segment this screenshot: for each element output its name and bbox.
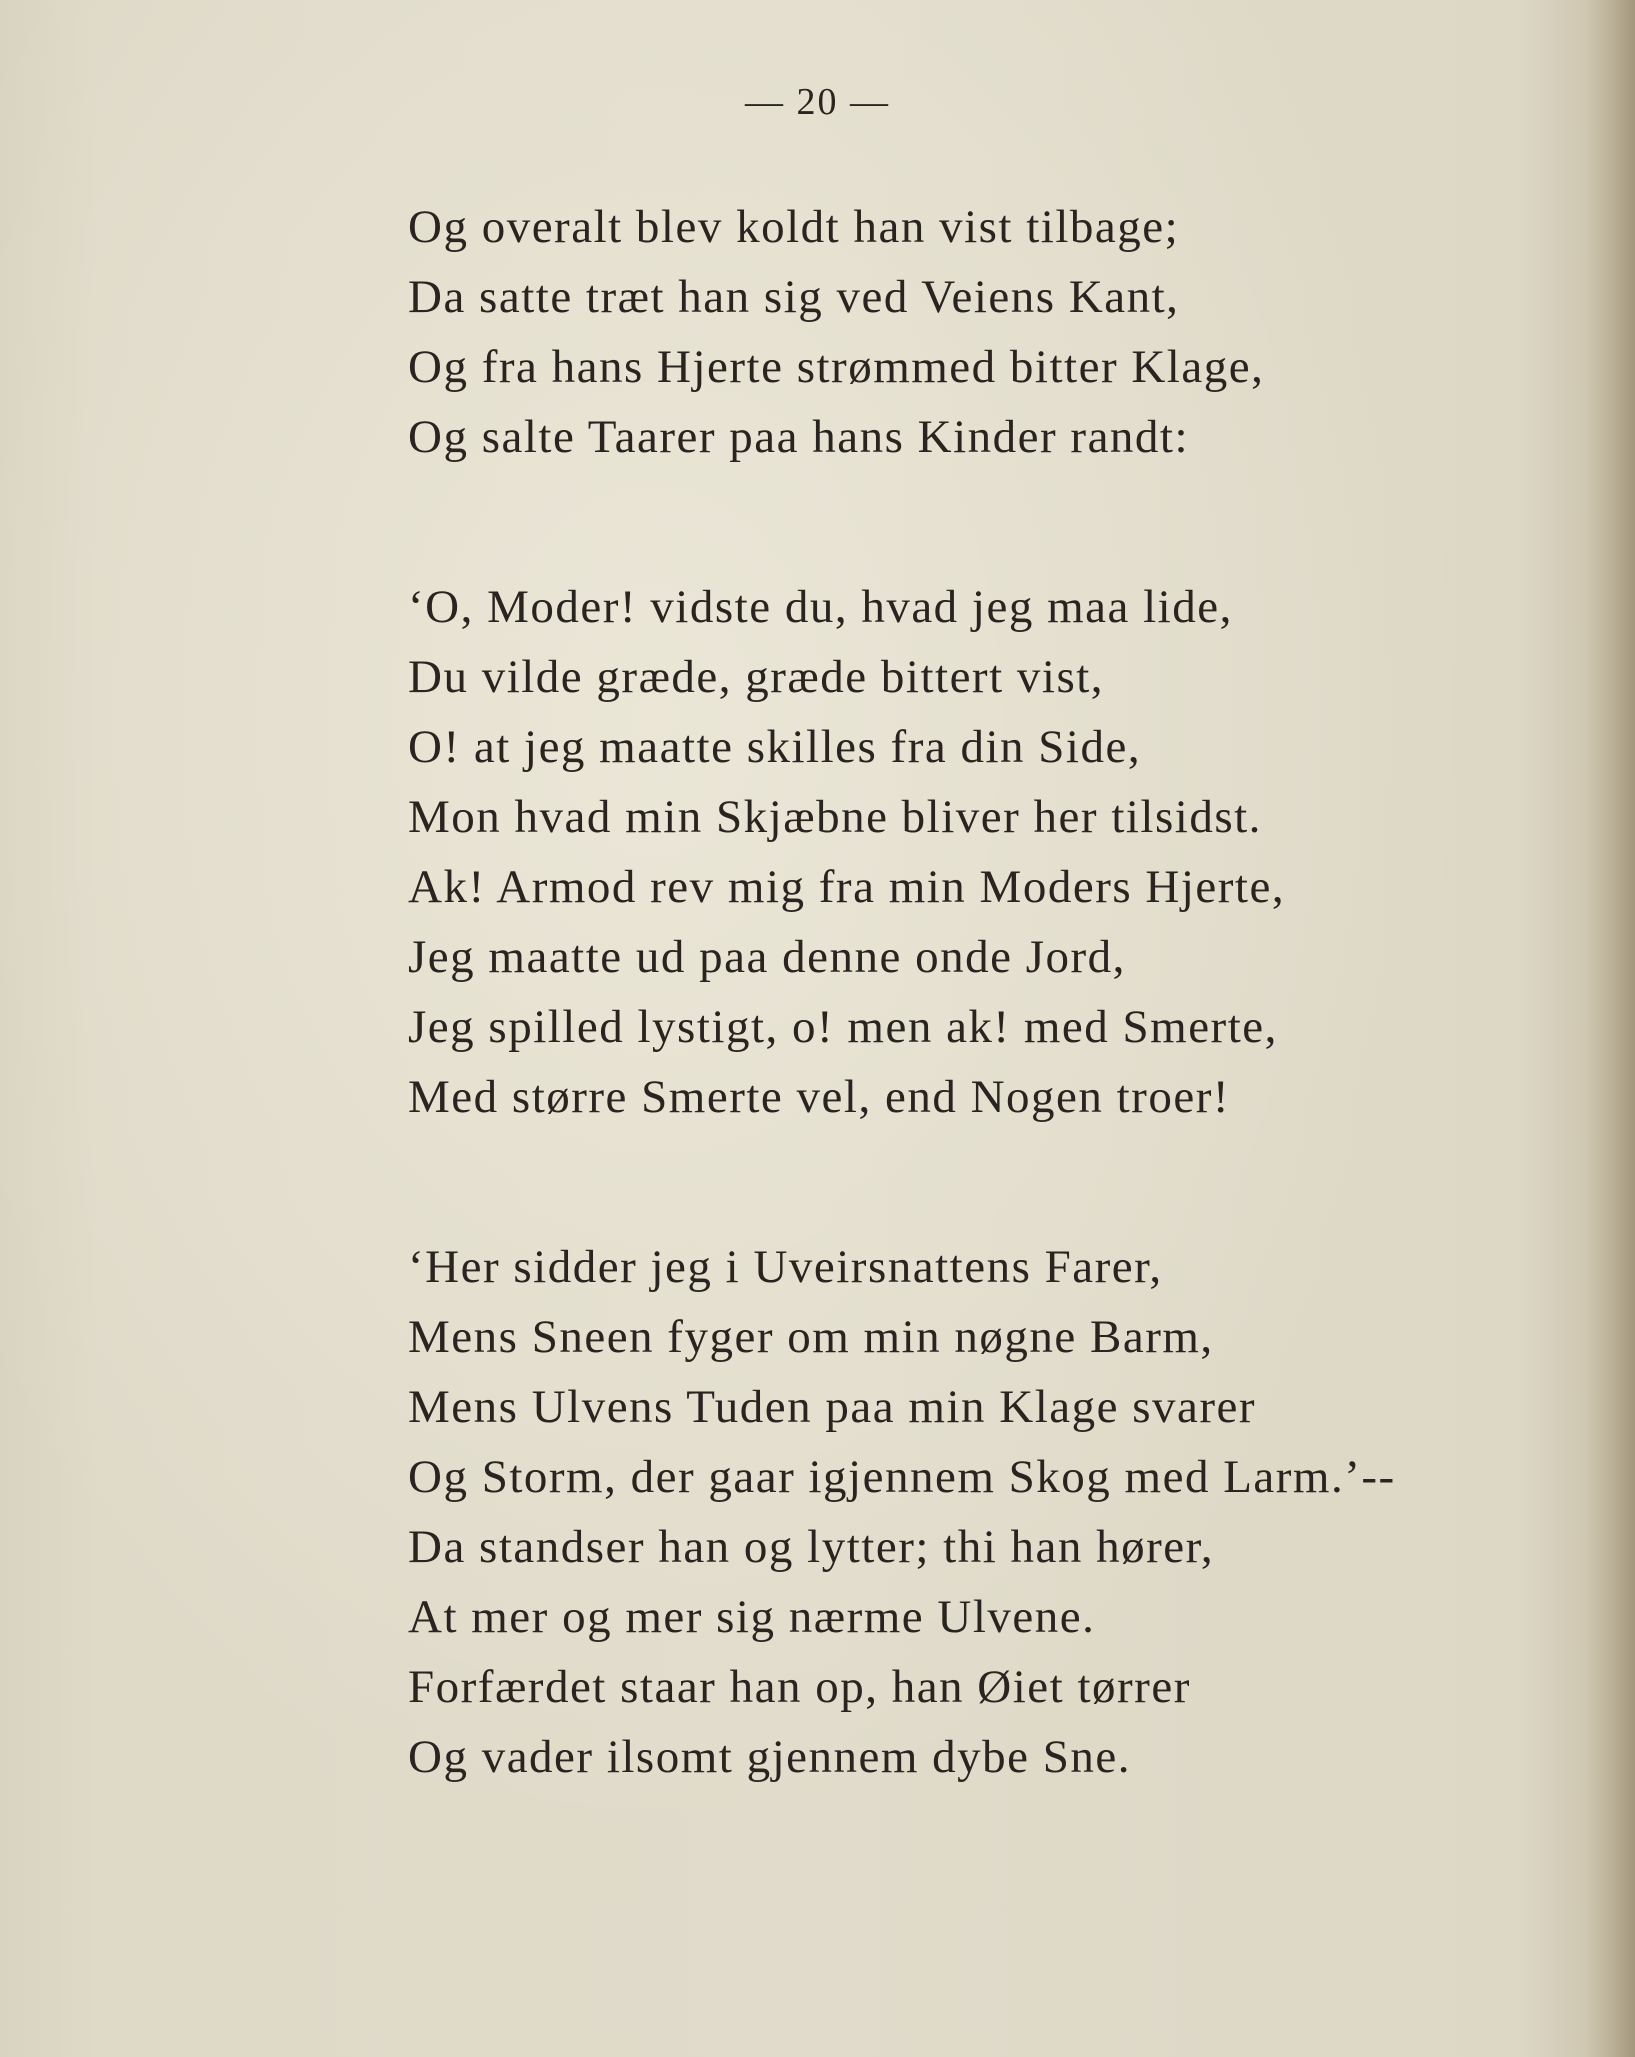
- verse-line: Og fra hans Hjerte strømmed bitter Klage,: [408, 341, 1265, 393]
- page-number: — 20 —: [745, 81, 890, 123]
- verse-line: Mens Sneen fyger om min nøgne Barm,: [408, 1311, 1214, 1363]
- verse-line: ‘Her sidder jeg i Uveirsnattens Farer,: [408, 1241, 1163, 1293]
- verse-line: Og Storm, der gaar igjennem Skog med Larm.’--: [408, 1451, 1396, 1503]
- verse-line: Da standser han og lytter; thi han hører,: [408, 1521, 1215, 1573]
- verse-line: ‘O, Moder! vidste du, hvad jeg maa lide,: [408, 581, 1233, 633]
- verse-line: Med større Smerte vel, end Nogen troer!: [408, 1071, 1230, 1123]
- verse-line: Jeg maatte ud paa denne onde Jord,: [408, 931, 1126, 983]
- verse-line: Forfærdet staar han op, han Øiet tørrer: [408, 1661, 1191, 1713]
- verse-line: Ak! Armod rev mig fra min Moders Hjerte,: [408, 861, 1286, 913]
- verse-line: Og salte Taarer paa hans Kinder randt:: [408, 411, 1190, 463]
- stanza-3: [408, 1232, 1408, 1792]
- verse-line: Og vader ilsomt gjennem dybe Sne.: [408, 1731, 1132, 1783]
- verse-line: Da satte træt han sig ved Veiens Kant,: [408, 271, 1180, 323]
- verse-line: O! at jeg maatte skilles fra din Side,: [408, 721, 1142, 773]
- verse-line: At mer og mer sig nærme Ulvene.: [408, 1591, 1096, 1643]
- verse-line: Mon hvad min Skjæbne bliver her tilsidst.: [408, 791, 1262, 843]
- page-edge-shadow: [1587, 0, 1635, 2057]
- verse-line: Og overalt blev koldt han vist tilbage;: [408, 201, 1180, 253]
- verse-line: Du vilde græde, græde bittert vist,: [408, 651, 1105, 703]
- stanza-2: [408, 572, 1408, 1132]
- verse-line: Mens Ulvens Tuden paa min Klage svarer: [408, 1381, 1257, 1433]
- poem-text: [408, 192, 1408, 1792]
- stanza-1: [408, 192, 1408, 472]
- verse-line: Jeg spilled lystigt, o! men ak! med Smerte,: [408, 1001, 1278, 1053]
